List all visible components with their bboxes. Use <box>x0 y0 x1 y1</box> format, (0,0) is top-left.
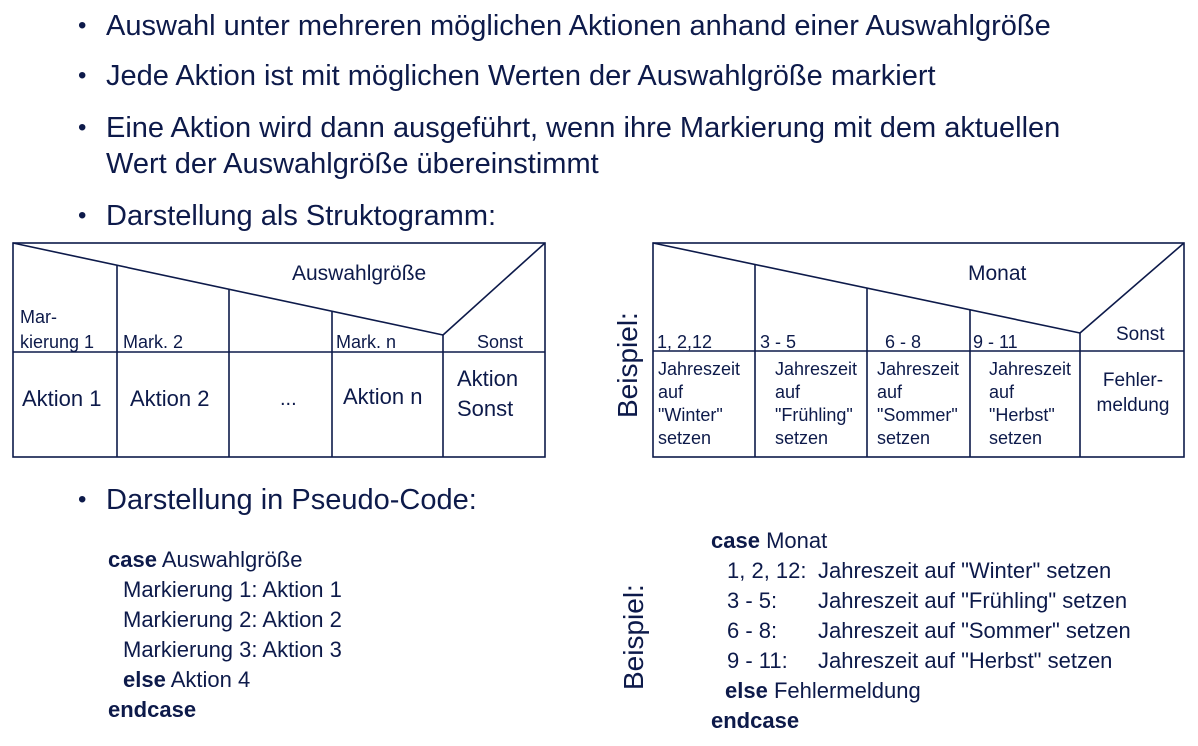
bullet-dot: • <box>78 486 87 513</box>
code-line: Markierung 2: Aktion 2 <box>123 607 342 632</box>
right-action-2-line: setzen <box>775 428 829 448</box>
keyword-endcase: endcase <box>108 697 197 722</box>
right-mark-4: 9 - 11 <box>973 332 1018 352</box>
bullet-text: Eine Aktion wird dann ausgeführt, wenn ihre Markierung mit dem aktuellen <box>106 112 1061 144</box>
code-row-label: 6 - 8: <box>727 618 778 643</box>
code-row-action: Jahreszeit auf "Sommer" setzen <box>818 618 1131 643</box>
code-row-label: 1, 2, 12: <box>727 558 807 583</box>
right-action-4-line: "Herbst" <box>989 405 1055 425</box>
pseudocode-left <box>108 545 342 725</box>
code-case-line <box>108 545 342 575</box>
bullet-text: Darstellung in Pseudo-Code: <box>106 484 477 516</box>
case-variable: Auswahlgröße <box>161 547 303 572</box>
case-variable: Monat <box>766 528 828 553</box>
bullet-dot: • <box>78 12 87 39</box>
right-action-4-line: setzen <box>989 428 1043 448</box>
code-line: Markierung 1: Aktion 1 <box>123 577 342 602</box>
code-row <box>711 646 1113 676</box>
right-action-1 <box>658 358 740 450</box>
right-action-2-line: auf <box>775 382 801 402</box>
right-action-4-line: auf <box>989 382 1015 402</box>
bullet-dot: • <box>78 62 87 89</box>
right-example-label: Beispiel: <box>612 312 643 418</box>
code-row-label: 3 - 5: <box>727 588 778 613</box>
right-action-2-line: "Frühling" <box>775 405 853 425</box>
left-sonst: Sonst <box>477 332 524 352</box>
right-action-sonst-line: meldung <box>1096 395 1170 416</box>
left-selector-label: Auswahlgröße <box>292 262 427 285</box>
code-row-label: 9 - 11: <box>727 648 788 673</box>
right-action-1-line: "Winter" <box>658 405 723 425</box>
code-row <box>711 616 1131 646</box>
else-action: Aktion 4 <box>170 667 251 692</box>
code-case-line <box>711 526 921 556</box>
code-endcase-line <box>108 695 342 725</box>
left-action-sonst-2: Sonst <box>457 396 514 421</box>
code-row-action: Jahreszeit auf "Winter" setzen <box>818 558 1112 583</box>
code-else-line <box>108 665 342 695</box>
left-action2: Aktion 2 <box>130 386 210 411</box>
pseudocode-right <box>711 526 1131 736</box>
code-endcase-line <box>711 706 921 736</box>
right-action-1-line: setzen <box>658 428 712 448</box>
code-row <box>711 586 1128 616</box>
code-row-action: Jahreszeit auf "Frühling" setzen <box>818 588 1128 613</box>
code-else-line <box>711 676 921 706</box>
right-mark-2: 3 - 5 <box>760 332 797 352</box>
right-sonst: Sonst <box>1116 324 1165 345</box>
else-action: Fehlermeldung <box>773 678 921 703</box>
right-action-2-line: Jahreszeit <box>775 359 858 379</box>
keyword-case: case <box>108 547 157 572</box>
right-action-4-line: Jahreszeit <box>989 359 1072 379</box>
right-action-3-line: setzen <box>877 428 931 448</box>
right-code-example-label: Beispiel: <box>618 584 649 690</box>
left-mark1-line1: Mar- <box>20 307 57 327</box>
left-mark1-line2: kierung 1 <box>20 332 95 352</box>
bullet-text: Auswahl unter mehreren möglichen Aktionen anhand einer Auswahlgröße <box>106 10 1051 42</box>
bullet-text: Jede Aktion ist mit möglichen Werten der Auswahlgröße markiert <box>106 60 936 92</box>
right-action-sonst-line: Fehler- <box>1102 370 1164 391</box>
keyword-case: case <box>711 528 760 553</box>
left-action-sonst-1: Aktion <box>457 366 519 391</box>
right-action-4 <box>989 358 1071 450</box>
keyword-else: else <box>123 667 166 692</box>
right-action-3-line: auf <box>877 382 903 402</box>
right-action-3 <box>877 358 959 450</box>
right-selector-label: Monat <box>968 262 1027 285</box>
left-action1: Aktion 1 <box>22 386 102 411</box>
bullet-text: Wert der Auswahlgröße übereinstimmt <box>106 148 599 180</box>
right-mark-1: 1, 2,12 <box>657 332 713 352</box>
right-action-3-line: Jahreszeit <box>877 359 960 379</box>
right-action-1-line: Jahreszeit <box>658 359 741 379</box>
right-action-3-line: "Sommer" <box>877 405 958 425</box>
right-mark-3: 6 - 8 <box>885 332 922 352</box>
left-mark2: Mark. 2 <box>123 332 184 352</box>
code-row-action: Jahreszeit auf "Herbst" setzen <box>818 648 1113 673</box>
left-markn: Mark. n <box>336 332 397 352</box>
left-ellipsis: ... <box>280 388 297 410</box>
keyword-endcase: endcase <box>711 708 800 733</box>
bullet-dot: • <box>78 202 87 229</box>
left-actionn: Aktion n <box>343 384 423 409</box>
right-action-sonst <box>1084 368 1182 418</box>
bullet-dot: • <box>78 114 87 141</box>
code-line: Markierung 3: Aktion 3 <box>123 637 342 662</box>
right-action-2 <box>775 358 857 450</box>
bullet-text: Darstellung als Struktogramm: <box>106 200 497 232</box>
right-action-1-line: auf <box>658 382 684 402</box>
code-row <box>711 556 1112 586</box>
keyword-else: else <box>725 678 768 703</box>
